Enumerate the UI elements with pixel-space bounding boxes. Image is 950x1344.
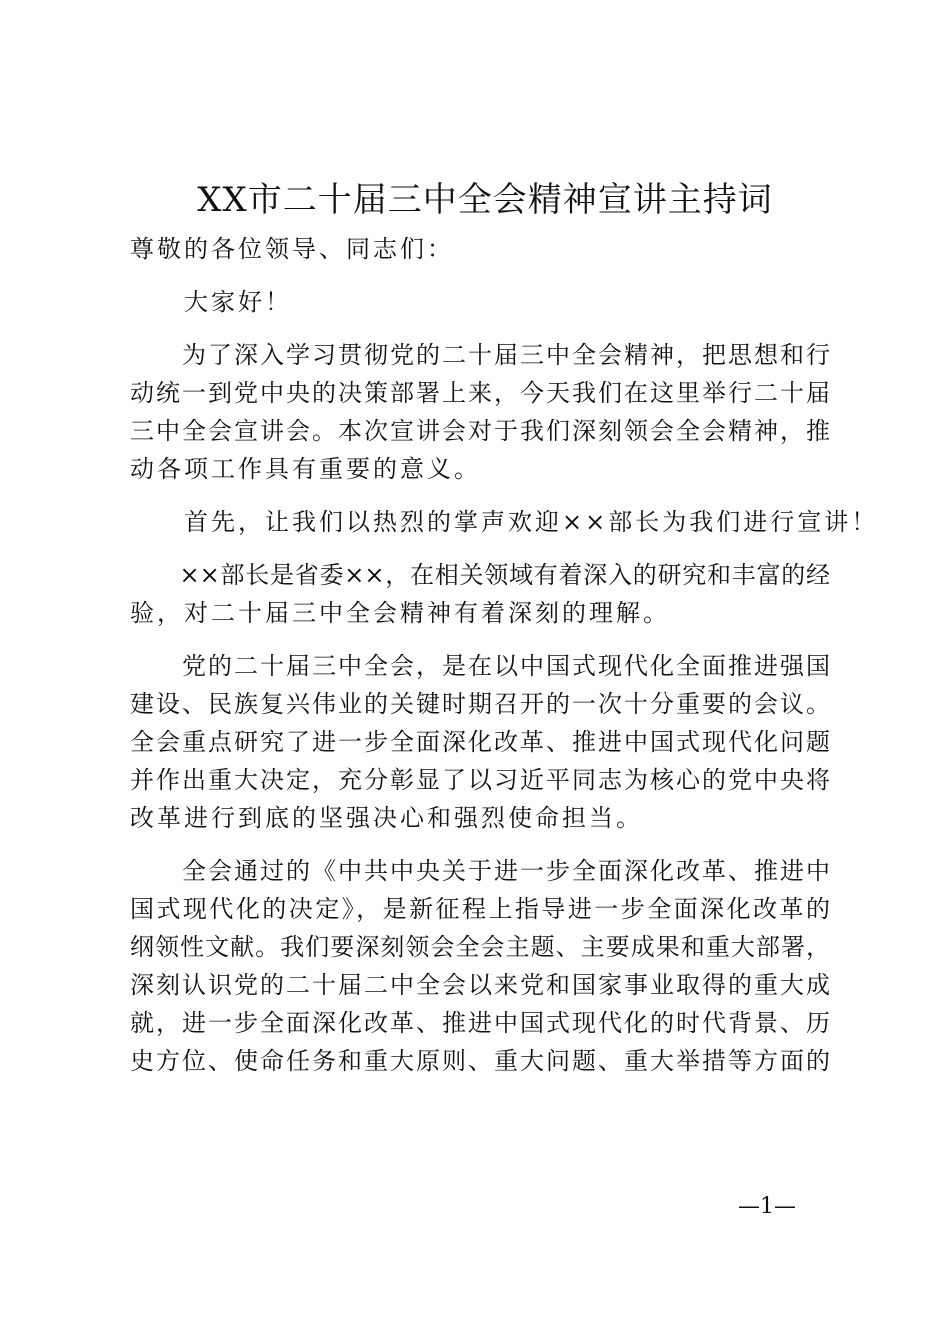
paragraph-line: 首先，让我们以热烈的掌声欢迎××部长为我们进行宣讲！ bbox=[130, 508, 879, 536]
paragraph-line: 为了深入学习贯彻党的二十届三中全会精神，把思想和行 bbox=[130, 341, 830, 369]
paragraph-line: 纲领性文献。我们要深刻领会全会主题、主要成果和重大部署， bbox=[130, 933, 830, 961]
document-title: XX市二十届三中全会精神宣讲主持词 bbox=[197, 180, 773, 220]
paragraph-line: 深刻认识党的二十届二中全会以来党和国家事业取得的重大成 bbox=[130, 971, 830, 999]
paragraph-line: 史方位、使命任务和重大原则、重大问题、重大举措等方面的 bbox=[130, 1047, 830, 1075]
paragraph-line: 建设、民族复兴伟业的关键时期召开的一次十分重要的会议。 bbox=[130, 690, 830, 718]
paragraph-line: 国式现代化的决定》，是新征程上指导进一步全面深化改革的 bbox=[130, 895, 830, 923]
salutation-line: 尊敬的各位领导、同志们： bbox=[130, 235, 454, 263]
document-body bbox=[130, 230, 879, 1080]
paragraph-line: 并作出重大决定，充分彰显了以习近平同志为核心的党中央将 bbox=[130, 766, 830, 794]
paragraph-line: 动各项工作具有重要的意义。 bbox=[130, 455, 481, 483]
paragraph-line: 全会重点研究了进一步全面深化改革、推进中国式现代化问题 bbox=[130, 728, 830, 756]
paragraph-line: 动统一到党中央的决策部署上来，今天我们在这里举行二十届 bbox=[130, 379, 830, 407]
paragraph-line: 验，对二十届三中全会精神有着深刻的理解。 bbox=[130, 599, 670, 627]
paragraph-line: 党的二十届三中全会，是在以中国式现代化全面推进强国 bbox=[130, 652, 830, 680]
page-number: —1— bbox=[738, 1194, 796, 1219]
paragraph-line: 就，进一步全面深化改革、推进中国式现代化的时代背景、历 bbox=[130, 1009, 830, 1037]
paragraph-line: 改革进行到底的坚强决心和强烈使命担当。 bbox=[130, 804, 643, 832]
paragraph-line: 全会通过的《中共中央关于进一步全面深化改革、推进中 bbox=[130, 857, 830, 885]
paragraph-line: ××部长是省委××，在相关领域有着深入的研究和丰富的经 bbox=[130, 561, 830, 589]
greeting-line: 大家好！ bbox=[130, 288, 292, 316]
paragraph-line: 三中全会宣讲会。本次宣讲会对于我们深刻领会全会精神，推 bbox=[130, 417, 830, 445]
